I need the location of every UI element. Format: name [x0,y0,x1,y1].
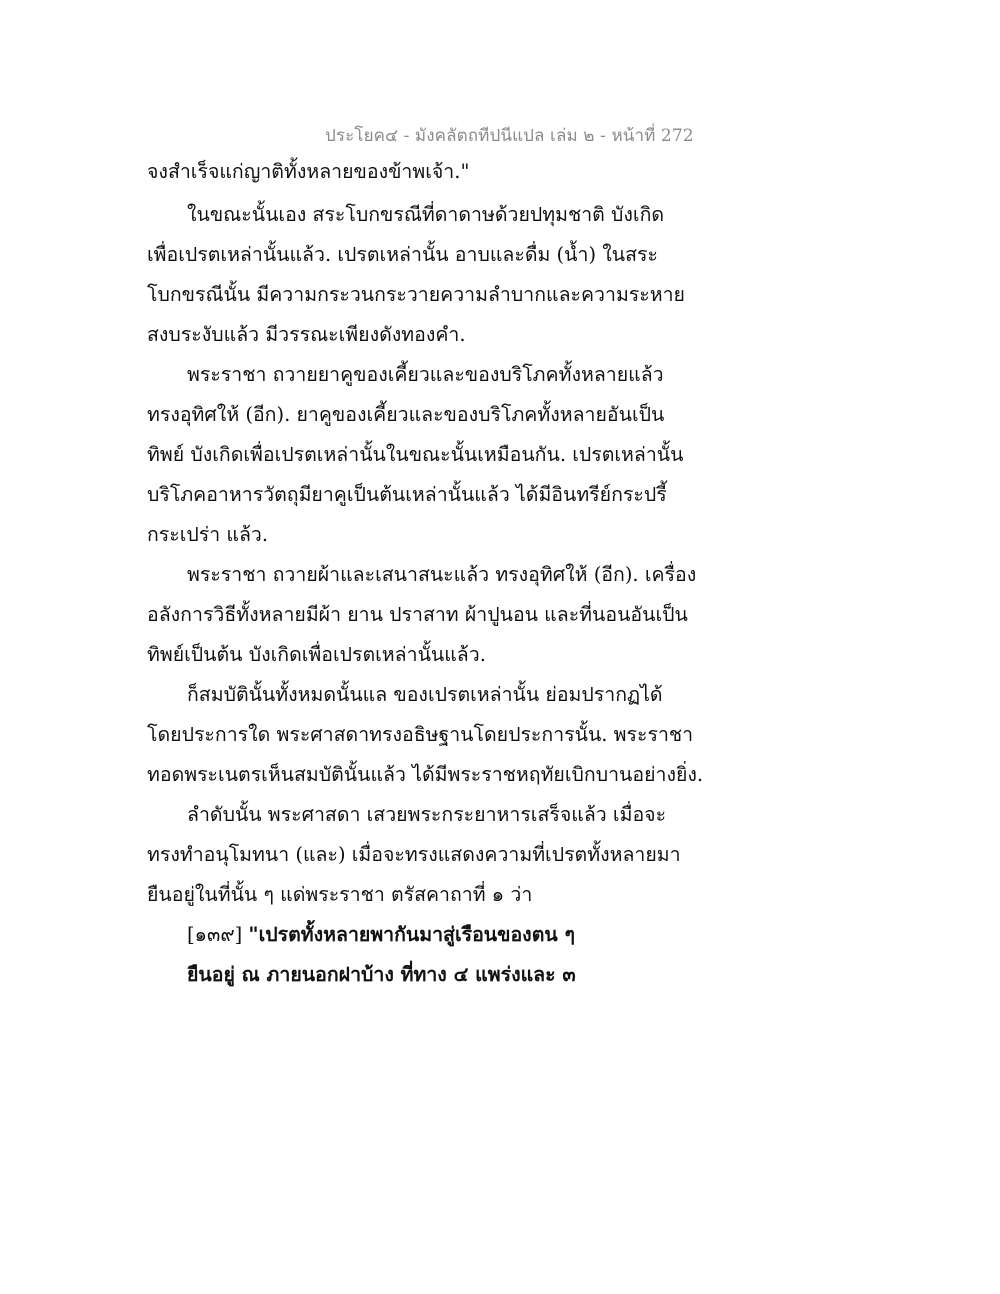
text-line: จงสำเร็จแก่ญาติทั้งหลายของข้าพเจ้า." [147,160,470,183]
text-line: ทิพย์เป็นต้น บังเกิดเพื่อเปรตเหล่านั้นแล้ว. [147,643,486,666]
text-line: โบกขรณีนั้น มีความกระวนกระวายความลำบากและความระหาย [147,283,685,306]
text-line: โดยประการใด พระศาสดาทรงอธิษฐานโดยประการนั้น. พระราชา [147,723,694,746]
paragraph-line: ลำดับนั้น พระศาสดา เสวยพระกระยาหารเสร็จแล้ว เมื่อจะ [187,803,667,826]
verse-text: "เปรตทั้งหลายพากันมาสู่เรือนของตน ๆ [248,923,575,946]
text-line: สงบระงับแล้ว มีวรรณะเพียงดังทองคำ. [147,323,466,346]
verse-line: ยืนอยู่ ณ ภายนอกฝาบ้าง ที่ทาง ๔ แพร่งและ ๓ [187,963,576,986]
page-header: ประโยค๔ - มังคลัตถทีปนีแปล เล่ม ๒ - หน้าที่ 272 [325,126,694,146]
verse-line [187,925,575,945]
text-line: เพื่อเปรตเหล่านั้นแล้ว. เปรตเหล่านั้น อาบและดื่ม (น้ำ) ในสระ [147,243,658,266]
text-line: ทิพย์ บังเกิดเพื่อเปรตเหล่านั้นในขณะนั้นเหมือนกัน. เปรตเหล่านั้น [147,443,684,466]
paragraph-line: พระราชา ถวายยาคูของเคี้ยวและของบริโภคทั้งหลายแล้ว [187,363,664,386]
paragraph-line: ในขณะนั้นเอง สระโบกขรณีที่ดาดาษด้วยปทุมชาติ บังเกิด [187,203,665,226]
text-line: ยืนอยู่ในที่นั้น ๆ แด่พระราชา ตรัสคาถาที่ ๑ ว่า [147,883,533,906]
text-line: ทรงทำอนุโมทนา (และ) เมื่อจะทรงแสดงความที่เปรตทั้งหลายมา [147,843,681,866]
text-line: บริโภคอาหารวัตถุมียาคูเป็นต้นเหล่านั้นแล้ว ได้มีอินทรีย์กระปรี้ [147,483,667,506]
text-line: ทรงอุทิศให้ (อีก). ยาคูของเคี้ยวและของบริโภคทั้งหลายอันเป็น [147,403,665,426]
paragraph-line: พระราชา ถวายผ้าและเสนาสนะแล้ว ทรงอุทิศให้ (อีก). เครื่อง [187,563,697,586]
text-line: ทอดพระเนตรเห็นสมบัตินั้นแล้ว ได้มีพระราชหฤทัยเบิกบานอย่างยิ่ง. [147,763,704,786]
text-line: กระเปร่า แล้ว. [147,523,269,546]
verse-number: [๑๓๙] [187,923,243,946]
text-line: อลังการวิธีทั้งหลายมีผ้า ยาน ปราสาท ผ้าปูนอน และที่นอนอันเป็น [147,603,688,626]
paragraph-line: ก็สมบัตินั้นทั้งหมดนั้นแล ของเปรตเหล่านั้น ย่อมปรากฏได้ [187,683,663,706]
